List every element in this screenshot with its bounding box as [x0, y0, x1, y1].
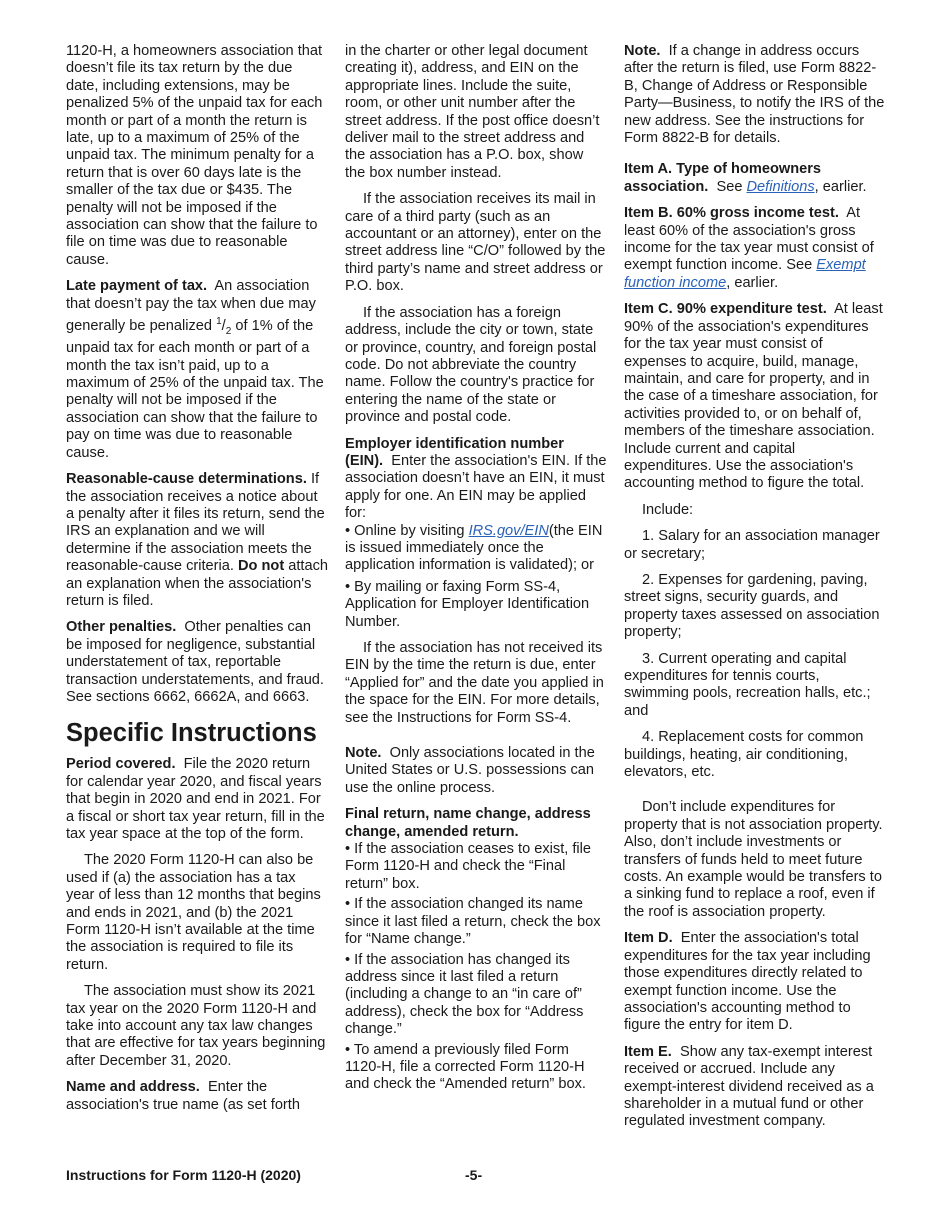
- emphasis-do-not: Do not: [237, 558, 285, 575]
- heading-final-return: Final return, name change, address change, amended return.: [345, 806, 591, 840]
- text-item-c: At least 90% of the association's expenditures for the tax year must consist of expenses to acquire, build, manage, maintain, and care for property, and in the case of a timeshare association, for activities provided to, or on behalf of, members of the timeshare association. Include current and capital expenditures. Use the association's accounting method to figure the total.: [624, 301, 883, 492]
- link-exempt-function-income[interactable]: Exempt function income: [624, 257, 866, 291]
- paragraph-failure-to-file: 1120-H, a homeowners association that doesn’t file its tax return by the due date, including extensions, may be penalized 5% of the unpaid tax for each month or part of a month the return is late, up to a maximum of 25% of the unpaid tax. The minimum penalty for a return that is over 60 days late is the smaller of the tax due or $435. The penalty will not be imposed if the association can show that the failure to file on time was due to reasonable cause.: [66, 43, 323, 268]
- heading-note: Note.: [624, 43, 661, 59]
- paragraph-foreign-address: If the association has a foreign address, include the city or town, state or province, country, and foreign postal code. Do not abbreviate the country name. Follow the country's practice for entering the name of the state or province and postal code.: [345, 304, 597, 426]
- paragraph-no-ein: If the association has not received its EIN by the time the return is due, enter “Applied for” and the date you applied in the space for the EIN. For more details, see the Instructions for Form SS-4.: [345, 640, 604, 726]
- text-bullet-address-change: If the association has changed its address since it last filed a return (including a change to an “in care of” address), check the box for “Address change.”: [345, 951, 584, 1038]
- text-item-b-b: , earlier.: [726, 274, 779, 291]
- bullet-mail-fax: [345, 579, 607, 631]
- text-bullet-final-return: If the association ceases to exist, file Form 1120-H and check the “Final return” box.: [345, 841, 592, 892]
- heading-item-b: Item B. 60% gross income test.: [624, 205, 839, 222]
- paragraph-show-2021: The association must show its 2021 tax year on the 2020 Form 1120-H and take into account any tax law changes that are effective for tax years beginning after December 31, 2020.: [66, 983, 326, 1069]
- text-note-address-change: If a change in address occurs after the return is filed, use Form 8822-B, Change of Address or Responsible Party—Business, to notify the IRS of the new address. See the instructions for Form 8822-B for details.: [624, 43, 885, 147]
- text-bullet-online-b: (the EIN is issued immediately once the application information is validated); or: [345, 522, 603, 574]
- list-item-include-2: 2. Expenses for gardening, paving, street signs, security guards, and property taxes assessed on association property;: [624, 571, 880, 641]
- text-name-address: Enter the association's true name (as set forth: [66, 1079, 300, 1113]
- paragraph-late-payment: [66, 278, 328, 462]
- bullet-name-change: [345, 896, 607, 948]
- text-reasonable-cause-a: If the association receives a notice about a penalty after it files its return, send the IRS an explanation and we will determine if the association meets the reasonable-cause criteria.: [66, 471, 325, 575]
- heading-item-a: Item A. Type of homeowners association.: [624, 161, 822, 195]
- list-item-include-4: 4. Replacement costs for common buildings, heating, air conditioning, elevators, etc.: [624, 729, 864, 781]
- link-definitions[interactable]: Definitions: [746, 178, 815, 195]
- paragraph-name-address: [66, 1079, 328, 1114]
- paragraph-2020-form: The 2020 Form 1120-H can also be used if (a) the association has a tax year of less than 12 months that begins and ends in 2021, and (b) the 2021 Form 1120-H isn’t available at the time the association is required to file its return.: [66, 852, 321, 973]
- bullet-icon: •: [345, 1041, 351, 1058]
- heading-note: Note.: [345, 745, 382, 762]
- link-irs-ein[interactable]: IRS.gov/EIN: [468, 522, 549, 539]
- list-item-include-3: 3. Current operating and capital expenditures for tennis courts, swimming pools, recreation halls, etc.; and: [624, 650, 871, 719]
- section-title-specific-instructions: Specific Instructions: [66, 719, 317, 748]
- heading-item-e: Item E.: [624, 1043, 672, 1060]
- paragraph-care-of: If the association receives its mail in care of a third party (such as an accountant or an attorney), enter on the street address line “C/O” followed by the third party’s name and street address or P.O. box.: [345, 191, 606, 295]
- paragraph-include: Include:: [642, 501, 694, 518]
- heading-reasonable-cause: Reasonable-cause determinations.: [66, 471, 307, 488]
- text-bullet-name-change: If the association changed its name since it last filed a return, check the box for “Name change.”: [345, 896, 601, 948]
- heading-item-c: Item C. 90% expenditure test.: [624, 301, 827, 318]
- paragraph-note-address-change: [624, 43, 886, 147]
- text-item-b-a: At least 60% of the association's gross income for the tax year must consist of exempt function income. See: [624, 205, 874, 274]
- bullet-final-return: [345, 841, 607, 893]
- heading-item-d: Item D.: [624, 930, 673, 947]
- bullet-address-change: [345, 952, 607, 1039]
- column-left: [66, 43, 328, 1123]
- bullet-online: [345, 523, 607, 575]
- heading-period-covered: Period covered.: [66, 756, 176, 773]
- text-bullet-mail-fax: By mailing or faxing Form SS-4, Application for Employer Identification Number.: [345, 578, 590, 630]
- footer-page-number: -5-: [465, 1167, 483, 1183]
- text-item-a-a: See: [716, 178, 743, 195]
- paragraph-item-c: [624, 301, 886, 492]
- text-bullet-amended-return: To amend a previously filed Form 1120-H, file a corrected Form 1120-H and check the “Amended return” box.: [345, 1041, 586, 1093]
- text-other-penalties: Other penalties can be imposed for negligence, substantial understatement of tax, reportable transaction understatements, and fraud. See sections 6662, 6662A, and 6663.: [66, 619, 324, 705]
- paragraph-charter: in the charter or other legal document creating it), address, and EIN on the appropriate lines. Include the suite, room, or other unit number after the street address. If the post office doesn’t deliver mail to the street address and the association has a P.O. box, show the box number instead.: [345, 43, 600, 181]
- text-item-a-b: , earlier.: [814, 178, 867, 195]
- text-ein: Enter the association's EIN. If the association doesn’t have an EIN, it must apply for one. An EIN may be applied for:: [345, 452, 607, 522]
- paragraph-dont-include: Don’t include expenditures for property that is not association property. Also, don’t include investments or transfers of funds held to meet future costs. An example would be transfers to a sinking fund to replace a roof, even if the roof is association property.: [624, 799, 883, 920]
- paragraph-reasonable-cause: [66, 471, 328, 610]
- paragraph-item-d: [624, 930, 886, 1034]
- heading-late-payment: Late payment of tax.: [66, 278, 208, 295]
- heading-name-address: Name and address.: [66, 1079, 200, 1096]
- bullet-amended-return: [345, 1042, 607, 1094]
- list-item-include-1: 1. Salary for an association manager or secretary;: [624, 528, 880, 562]
- paragraph-item-a: [624, 161, 886, 196]
- heading-ein: Employer identification number (EIN).: [345, 435, 564, 469]
- column-middle: [345, 43, 607, 1097]
- bullet-icon: •: [345, 896, 351, 913]
- bullet-icon: •: [345, 578, 351, 595]
- bullet-icon: •: [345, 522, 351, 539]
- text-late-payment-b: of 1% of the unpaid tax for each month or part of a month the tax isn’t paid, up to a maximum of 25% of the unpaid tax. The penalty will not be imposed if the association can show that the failure to pay on time was due to reasonable cause.: [66, 317, 324, 461]
- text-reasonable-cause-b: attach an explanation when the association's return is filed.: [66, 558, 329, 609]
- text-late-payment-a: An association that doesn’t pay the tax when due may generally be penalized: [66, 278, 316, 334]
- paragraph-note-online: [345, 745, 607, 797]
- fraction-one-half: $^1/_2$: [216, 316, 232, 337]
- text-bullet-online-a: Online by visiting: [354, 522, 465, 539]
- column-right: [624, 43, 886, 1140]
- text-item-d: Enter the association's total expenditures for the tax year including those expenditures directly related to exempt function income. Use the association's accounting method to figure the entry for item D.: [624, 930, 871, 1034]
- bullet-icon: •: [345, 841, 351, 858]
- text-note-online: Only associations located in the United States or U.S. possessions can use the online process.: [345, 745, 595, 796]
- paragraph-ein: [345, 436, 607, 523]
- paragraph-item-e: [624, 1044, 886, 1131]
- text-period-covered: File the 2020 return for calendar year 2020, and fiscal years that begin in 2020 and end in 2021. For a fiscal or short tax year return, fill in the tax year space at the top of the form.: [66, 756, 325, 843]
- footer-document-title: Instructions for Form 1120-H (2020): [66, 1167, 301, 1183]
- heading-other-penalties: Other penalties.: [66, 619, 177, 636]
- paragraph-item-b: [624, 205, 886, 292]
- paragraph-period-covered: [66, 756, 328, 843]
- bullet-icon: •: [345, 951, 351, 968]
- text-item-e: Show any tax-exempt interest received or accrued. Include any exempt-interest dividend received as a shareholder in a mutual fund or other regulated investment company.: [624, 1043, 874, 1130]
- paragraph-other-penalties: [66, 619, 328, 706]
